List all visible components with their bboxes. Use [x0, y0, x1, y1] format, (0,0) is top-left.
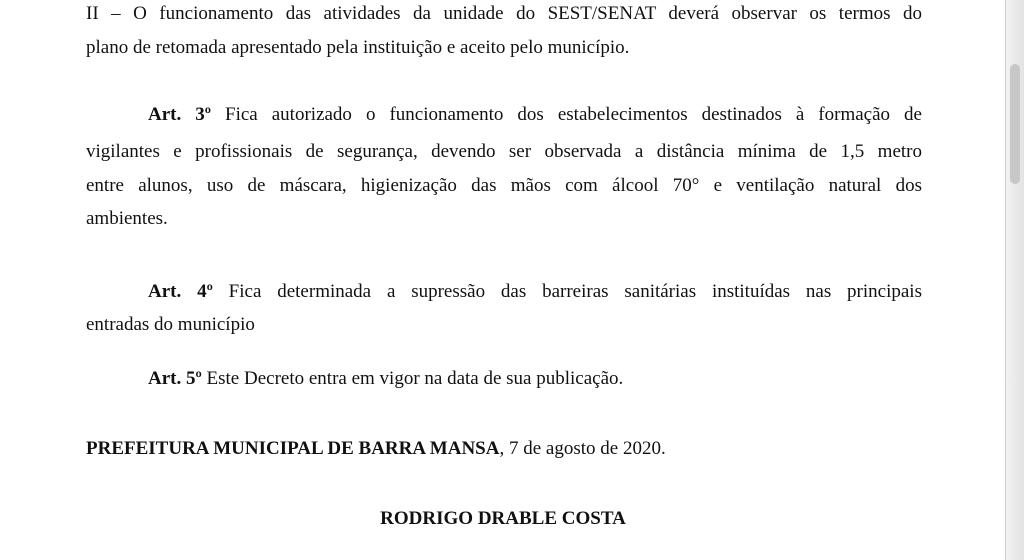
vertical-scrollbar[interactable]	[1005, 0, 1024, 560]
paragraph-ii-text-1: II – O funcionamento das atividades da unidade do SEST/SENAT deverá observar os termos do	[86, 3, 922, 24]
article-3-text-2: vigilantes e profissionais de segurança, devendo ser observada a distância mínima de 1,5 metro	[86, 141, 922, 162]
article-5-text-1: Este Decreto entra em vigor na data de sua publicação.	[201, 368, 624, 389]
article-4-text-1: Fica determinada a supressão das barreiras sanitárias instituídas nas principais	[212, 281, 922, 302]
paragraph-ii-line-2	[86, 37, 629, 59]
article-3-text-1: Fica autorizado o funcionamento dos estabelecimentos destinados à formação de	[211, 104, 922, 125]
scrollbar-thumb[interactable]	[1010, 64, 1020, 184]
article-4-label: Art. 4º	[148, 281, 213, 302]
article-3-text-3: entre alunos, uso de máscara, higienização das mãos com álcool 70° e ventilação natural dos	[86, 175, 922, 196]
article-3-line-2	[86, 141, 922, 163]
article-3-text-4: ambientes.	[86, 208, 168, 229]
article-3-line-3	[86, 175, 922, 197]
article-3-label: Art. 3º	[148, 104, 212, 125]
article-5-label: Art. 5º	[148, 368, 202, 389]
article-5-line-1	[148, 368, 623, 390]
article-4-line-2	[86, 314, 255, 336]
signer-name-line	[0, 508, 1006, 530]
signoff-city-hall: PREFEITURA MUNICIPAL DE BARRA MANSA	[86, 438, 500, 459]
signoff-line	[86, 438, 666, 460]
paragraph-ii-text-2: plano de retomada apresentado pela instituição e aceito pelo município.	[86, 37, 630, 58]
article-3-line-1	[148, 104, 922, 126]
signoff-date: , 7 de agosto de 2020.	[499, 438, 666, 459]
article-4-text-2: entradas do município	[86, 314, 255, 335]
signer-name: RODRIGO DRABLE COSTA	[380, 508, 626, 529]
article-4-line-1	[148, 281, 922, 303]
article-3-line-4	[86, 208, 168, 230]
paragraph-ii-line-1	[86, 3, 922, 25]
